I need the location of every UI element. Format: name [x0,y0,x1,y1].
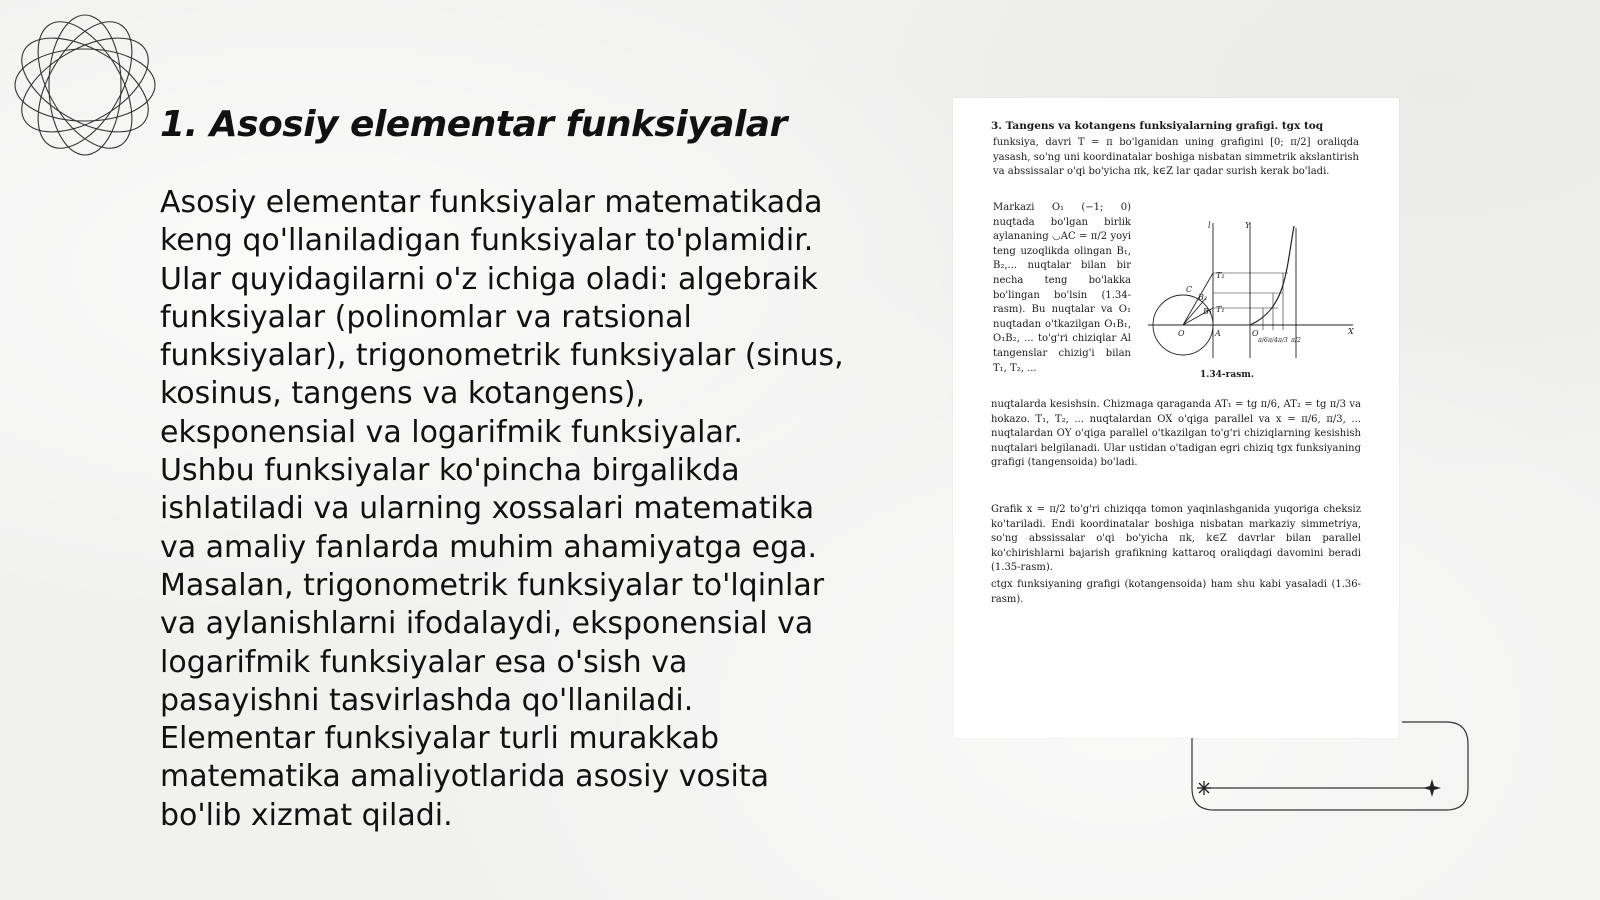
figure-label: B₂ [1198,293,1208,302]
textbook-paragraph: nuqtalarda kesishsin. Chizmaga qaraganda AT₁ = tg π/6, AT₂ = tg π/3 va hokazo. T₁, T₂, ... nuqtalardan OX o'qiga parallel va x = π/6, π/3, ... nuqtalardan OY o'qiga parallel o'tkazilgan to'g'ri chiziqlarning kesishish nuqtalari belgilanadi. Ular ustidan o'tadigan egri chiziq tgx funksiyaning grafigi (tangensoida) bo'ladi. [991,399,1361,469]
textbook-paragraph: Markazi O₁ (−1; 0) nuqtada bo'lgan birlik aylananing ◡AC = π/2 yoyi teng uzoqlikda olingan B₁, B₂,... nuqtalar bilan bir necha teng bo'lakka bo'lingan bo'lsin (1.34-rasm). Bu nuqtalar va O₁ nuqtadan o'tkazilgan O₁B₁, O₁B₂, ... to'g'ri chiziqlar Al tangenslar chizig'i bilan T₁, T₂, ... [993,202,1131,374]
figure-tick-label: π/4 [1268,337,1278,344]
figure-label: B₁ [1203,307,1213,316]
tangent-graph-figure [1148,218,1358,368]
figure-label: X [1348,327,1354,336]
figure-label: C [1186,285,1193,294]
figure-label: l [1208,221,1211,230]
textbook-heading: 3. Tangens va kotangens funksiyalarning grafigi. tgx toq [991,120,1324,132]
textbook-page-image [953,98,1399,738]
figure-caption: 1.34-rasm. [1200,370,1254,380]
slide-title: 1. Asosiy elementar funksiyalar [160,104,787,145]
decorative-line-frame [1190,718,1470,813]
figure-label: O [1252,329,1259,338]
textbook-paragraph: funksiya, davri T = π bo'lganidan uning grafigini [0; π/2] oraliqda yasash, so'ng uni koordinatalar boshiga nisbatan simmetrik akslantirish va abssissalar o'qi bo'yicha πk, k∈Z lar qadar surish kerak bo'ladi. [993,137,1359,178]
figure-tick-label: π/3 [1278,337,1288,344]
slide-body-text: Asosiy elementar funksiyalar matematikada keng qo'llaniladigan funksiyalar to'plamidir. Ular quyidagilarni o'z ichiga oladi: algebraik funksiyalar (polinomlar va ratsional funksiyalar), trigonometrik funksiyalar (sinus, kosinus, tangens va kotangens), eksponensial va logarifmik funksiyalar. Ushbu funksiyalar ko'pincha birgalikda ishlatiladi va ularning xossalari matematika va amaliy fanlarda muhim ahamiyatga ega. Masalan, trigonometrik funksiyalar to'lqinlar va aylanishlarni ifodalaydi, eksponensial va logarifmik funksiyalar esa o'sish va pasayishni tasvirlashda qo'llaniladi. Elementar funksiyalar turli murakkab matematika amaliyotlarida asosiy vosita bo'lib xizmat qiladi. [160,185,844,833]
figure-label: A [1215,329,1221,338]
spirograph-logo-icon [10,10,160,160]
figure-label: Y [1245,221,1251,230]
textbook-paragraph: ctgx funksiyaning grafigi (kotangensoida) ham shu kabi yasaladi (1.36-rasm). [991,579,1361,605]
figure-label: T₁ [1216,305,1225,314]
sparkle-burst-icon [1197,781,1211,795]
figure-label: O [1178,329,1185,338]
figure-tick-label: π/2 [1291,337,1301,344]
figure-label: T₂ [1216,271,1225,280]
textbook-paragraph: Grafik x = π/2 to'g'ri chiziqqa tomon yaqinlashganida yuqoriga cheksiz ko'tariladi. Endi koordinatalar boshiga nisbatan markaziy simmetriya, so'ng abssissalar o'qi bo'yicha πk, k∈Z davrlar bilan parallel ko'chirishlarni bajarish grafikning kattaroq oraliqdagi davomini beradi (1.35-rasm). [991,504,1361,574]
figure-tick-label: π/6 [1258,337,1268,344]
star-sparkle-icon [1423,779,1441,797]
